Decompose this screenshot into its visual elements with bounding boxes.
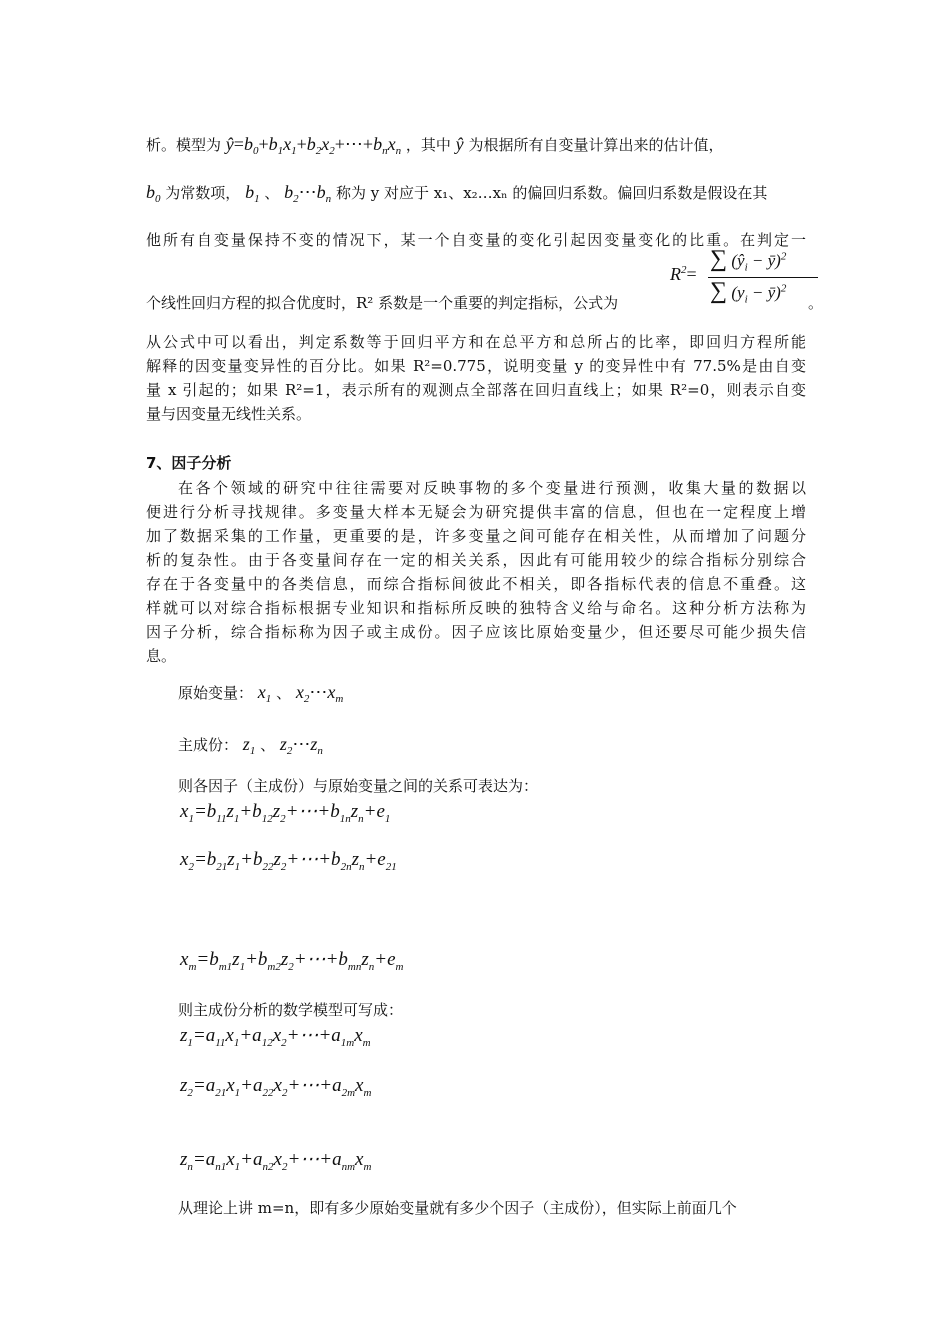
text-line: 从公式中可以看出，判定系数等于回归平方和在总平方和总所占的比率，即回归方程所能 — [146, 333, 806, 351]
text-line: 解释的因变量变异性的百分比。如果 R²=0.775，说明变量 y 的变异性中有 77.5%是由自变 — [146, 357, 806, 375]
text: 析。模型为 — [146, 136, 222, 154]
text: 主成份： — [178, 736, 239, 754]
text: 称为 y 对应于 x₁、x₂…xₙ 的偏回归系数。偏回归系数是假设在其 — [335, 184, 768, 202]
text-line: 析的复杂性。由于各变量间存在一定的相关关系，因此有可能用较少的综合指标分别综合 — [146, 551, 806, 569]
text-line: 存在于各变量中的各类信息，而综合指标间彼此不相关，即各指标代表的信息不重叠。这 — [146, 575, 806, 593]
b1-symbol: $b_1$ — [245, 182, 260, 205]
text-line — [146, 291, 618, 315]
text-line: 则各因子（主成份）与原始变量之间的关系可表达为： — [178, 777, 539, 795]
text-line — [146, 132, 723, 163]
equation-x2: $x_2=b_{21}z_1+b_{22}z_2+\cdots+b_{2n}z_n+e_{21}$ — [180, 849, 397, 873]
text: 个线性回归方程的拟合优度时，R² 系数是一个重要的判定指标，公式为 — [146, 294, 619, 312]
section-heading: 7、因子分析 — [146, 454, 232, 472]
text-line: 他所有自变量保持不变的情况下，某一个自变量的变化引起因变量变化的比重。在判定一 — [146, 231, 806, 249]
y-hat-symbol: ŷ — [455, 134, 464, 154]
text-line: 因子分析，综合指标称为因子或主成份。因子应该比原始变量少，但还要尽可能少损失信 — [146, 623, 806, 641]
equation-x1: $x_1=b_{11}z_1+b_{12}z_2+\cdots+b_{1n}z_n+e_1$ — [180, 801, 391, 825]
text: 原始变量： — [178, 684, 254, 702]
original-variables-line — [178, 680, 343, 711]
components-line — [178, 732, 323, 763]
text: 为常数项， — [165, 184, 241, 202]
equation-z2: $z_2=a_{21}x_1+a_{22}x_2+\cdots+a_{2m}x_m$ — [180, 1075, 372, 1099]
text-line: 从理论上讲 m=n，即有多少原始变量就有多少个因子（主成份），但实际上前面几个 — [178, 1199, 737, 1217]
text-line: 量 x 引起的；如果 R²=1，表示所有的观测点全部落在回归直线上；如果 R²=0，则表示自变 — [146, 381, 806, 399]
z2-zn-symbol: $z_2\cdots z_n$ — [279, 734, 323, 757]
text: 为根据所有自变量计算出来的估计值， — [468, 136, 724, 154]
text: 、 — [264, 184, 280, 202]
text: 。 — [808, 294, 824, 312]
x1-symbol: $x_1$ — [257, 682, 272, 705]
text-line: 则主成份分析的数学模型可写成： — [178, 1001, 404, 1019]
z1-symbol: $z_1$ — [242, 734, 256, 757]
document-page: 析。模型为 $ŷ=b_0+b_1x_1+b_2x_2+\cdots+b_nx_n$ ，其中 ŷ 为根据所有自变量计算出来的估计值， $b_0$ 为常数项， $b_1$ 、 $b_2\cdots b_n$ 称为 y 对应于 x₁、x₂…xₙ 的偏回归系数。偏回归系数是假设在其 他所有自变量保持不变的情况下，某一个自变量的变化引起因变量变化的比重。在判定一 $R^2=$ ∑ ($ŷ_i$ − ȳ)$^2$ ∑ ($y_i$ − ȳ)$^2$ 个线性回归方程的拟合优度时，R² 系数是一个重要的判定指标，公式为 。 从公式中可以看出，判定系数等于回归平方和在总平方和总所占的比率，即回归方程所能 解释的因变量变异性的百分比。如果 R²=0.775，说明变量 y 的变异性中有 77.5%是由自变 量 x 引起的；如果 R²=1，表示所有的观测点全部落在回归直线上；如果 R²=0，则表示自变 量与因变量无线性关系。 7、因子分析 在各个领域的研究中往往需要对反映事物的多个变量进行预测，收集大量的数据以 便进行分析寻找规律。多变量大样本无疑会为研究提供丰富的信息，但也在一定程度上增 加了数据采集的工作量，更重要的是，许多变量之间可能存在相关性，从而增加了问题分 析的复杂性。由于各变量间存在一定的相关关系，因此有可能用较少的综合指标分别综合 存在于各变量中的各类信息，而综合指标间彼此不相关，即各指标代表的信息不重叠。这 样就可以对综合指标根据专业知识和指标所反映的独特含义给与命名。这种分析方法称为 因子分析，综合指标称为因子或主成份。因子应该比原始变量少，但还要尽可能少损失信 息。 原始变量： $x_1$ 、 $x_2\cdots x_m$ 主成份： $z_1$ 、 $z_2\cdots z_n$ 则各因子（主成份）与原始变量之间的关系可表达为： $x_1=b_{11}z_1+b_{12}z_2+\cdots+b_{1n}z_n+e_1$ $x_2=b_{21}z_1+b_{22}z_2+\cdots+b_{2n}z_n+e_{21}$ $x_m=b_{m1}z_1+b_{m2}z_2+\cdots+b_{mn}z_n+e_m$ 则主成份分析的数学模型可写成： $z_1=a_{11}x_1+a_{12}x_2+\cdots+a_{1m}x_m$ $z_2=a_{21}x_1+a_{22}x_2+\cdots+a_{2m}x_m$ $z_n=a_{n1}x_1+a_{n2}x_2+\cdots+a_{nm}x_m$ 从理论上讲 m=n，即有多少原始变量就有多少个因子（主成份），但实际上前面几个 — [0, 0, 950, 1344]
text-line: 加了数据采集的工作量，更重要的是，许多变量之间可能存在相关性，从而增加了问题分 — [146, 527, 806, 545]
text-line — [146, 180, 767, 211]
text-line: 量与因变量无线性关系。 — [146, 405, 312, 423]
equation-xm: $x_m=b_{m1}z_1+b_{m2}z_2+\cdots+b_{mn}z_n+e_m$ — [180, 949, 404, 973]
equation-zn: $z_n=a_{n1}x_1+a_{n2}x_2+\cdots+a_{nm}x_m$ — [180, 1149, 372, 1173]
text-line: 息。 — [146, 647, 177, 665]
b2-bn-symbol: $b_2\cdots b_n$ — [284, 182, 332, 205]
regression-model-formula: $ŷ=b_0+b_1x_1+b_2x_2+\cdots+b_nx_n$ — [225, 134, 402, 157]
b0-symbol: $b_0$ — [146, 182, 161, 205]
equation-z1: $z_1=a_{11}x_1+a_{12}x_2+\cdots+a_{1m}x_m$ — [180, 1025, 371, 1049]
text: 、 — [260, 736, 276, 754]
text-line: 样就可以对综合指标根据专业知识和指标所反映的独特含义给与命名。这种分析方法称为 — [146, 599, 806, 617]
text: ，其中 — [405, 136, 451, 154]
text-line: 便进行分析寻找规律。多变量大样本无疑会为研究提供丰富的信息，但也在一定程度上增 — [146, 503, 806, 521]
text: 、 — [276, 684, 292, 702]
x2-xm-symbol: $x_2\cdots x_m$ — [295, 682, 344, 705]
text-line: 在各个领域的研究中往往需要对反映事物的多个变量进行预测，收集大量的数据以 — [178, 479, 806, 497]
